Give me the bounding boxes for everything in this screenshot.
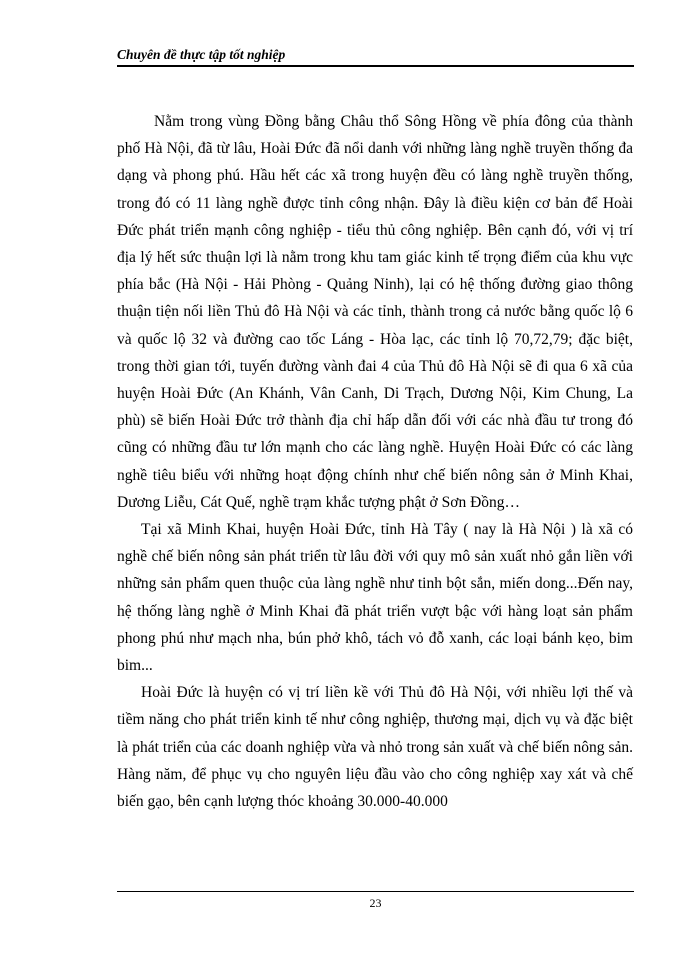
body-text xyxy=(117,108,633,815)
page-footer xyxy=(117,891,634,910)
paragraph-3: Hoài Đức là huyện có vị trí liền kề với Thủ đô Hà Nội, với nhiều lợi thế và tiềm năng cho phát triển kinh tế như công nghiệp, thương mại, dịch vụ và đặc biệt là phát triển của các doanh nghiệp vừa và nhỏ trong sản xuất và chế biến nông sản. Hàng năm, để phục vụ cho nguyên liệu đầu vào cho công nghiệp xay xát và chế biến gạo, bên cạnh lượng thóc khoảng 30.000-40.000 xyxy=(117,684,633,811)
footer-divider xyxy=(117,891,634,892)
header-divider xyxy=(117,65,634,67)
page-header xyxy=(117,46,634,63)
header-title: Chuyên đề thực tập tốt nghiệp xyxy=(117,47,286,62)
paragraph-2: Tại xã Minh Khai, huyện Hoài Đức, tỉnh Hà Tây ( nay là Hà Nội ) là xã có nghề chế biến nông sản phát triển từ lâu đời với quy mô sản xuất nhỏ gắn liền với những sản phẩm quen thuộc của làng nghề như tinh bột sắn, miến dong...Đến nay, hệ thống làng nghề ở Minh Khai đã phát triển vượt bậc với hàng loạt sản phẩm phong phú như mạch nha, bún phở khô, tách vỏ đỗ xanh, các loại bánh kẹo, bim bim... xyxy=(117,521,633,675)
page-number: 23 xyxy=(369,896,382,910)
paragraph-1: Nằm trong vùng Đồng bằng Châu thổ Sông Hồng về phía đông của thành phố Hà Nội, đã từ lâu, Hoài Đức đã nổi danh với những làng nghề truyền thống đa dạng và phong phú. Hầu hết các xã trong huyện đều có làng nghề truyền thống, trong đó có 11 làng nghề được tỉnh công nhận. Đây là điều kiện cơ bản để Hoài Đức phát triển mạnh công nghiệp - tiểu thủ công nghiệp. Bên cạnh đó, với vị trí địa lý hết sức thuận lợi là nằm trong khu tam giác kinh tế trọng điểm của khu vực phía bắc (Hà Nội - Hải Phòng - Quảng Ninh), lại có hệ thống đường giao thông thuận tiện nối liền Thủ đô Hà Nội và các tỉnh, thành trong cả nước bằng quốc lộ 6 và quốc lộ 32 và đường cao tốc Láng - Hòa lạc, các tỉnh lộ 70,72,79; đặc biệt, trong thời gian tới, tuyến đường vành đai 4 của Thủ đô Hà Nội sẽ đi qua 6 xã của huyện Hoài Đức (An Khánh, Vân Canh, Di Trạch, Dương Nội, Kim Chung, La phù) sẽ biến Hoài Đức trở thành địa chỉ hấp dẫn đối với các nhà đầu tư trong đó cũng có những đầu tư lớn mạnh cho các làng nghề. Huyện Hoài Đức có các làng nghề tiêu biểu với những hoạt động chính như chế biến nông sản ở Minh Khai, Dương Liễu, Cát Quế, nghề trạm khắc tượng phật ở Sơn Đồng… xyxy=(117,113,633,511)
